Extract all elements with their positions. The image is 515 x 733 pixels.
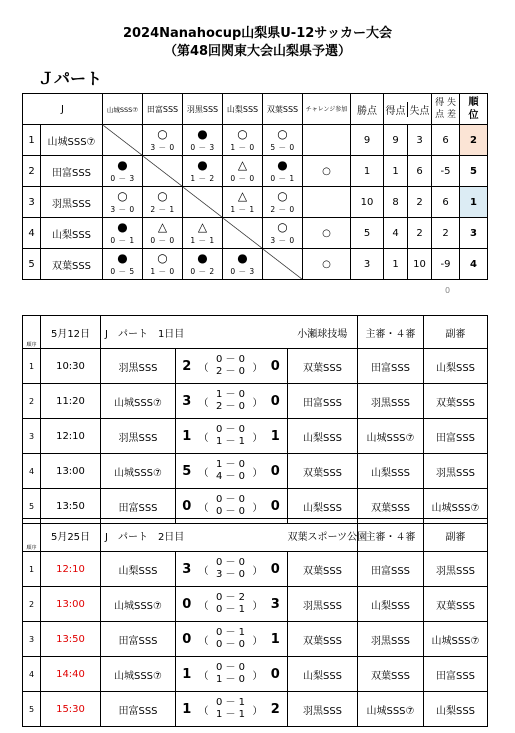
league-diagonal-cell	[263, 249, 303, 280]
match-order: 3	[23, 419, 41, 454]
second-half-score: 1 － 1	[215, 709, 246, 720]
order-header: 順序	[23, 519, 41, 552]
footnote: 0	[445, 286, 451, 295]
league-diagonal-cell	[103, 125, 143, 156]
league-result-score: 0 － 2	[190, 267, 215, 276]
match-order: 4	[23, 657, 41, 692]
open-paren: （	[198, 419, 210, 454]
league-result	[143, 187, 182, 217]
league-result	[183, 125, 222, 155]
league-result	[143, 249, 182, 279]
league-header-team: 山梨SSS	[223, 94, 263, 125]
match-row	[23, 622, 488, 657]
league-result-cell	[223, 249, 263, 280]
second-half-score: 2 － 0	[215, 401, 246, 412]
league-result-score: 2 － 1	[150, 205, 175, 214]
away-team: 山梨SSS	[288, 419, 358, 454]
league-row	[23, 218, 488, 249]
referee-team: 山梨SSS	[358, 454, 424, 489]
league-result-score: 0 － 5	[110, 267, 135, 276]
league-result	[103, 218, 142, 248]
league-challenge: ○	[303, 218, 351, 249]
home-score: 1	[176, 692, 198, 727]
league-table	[22, 93, 488, 280]
close-paren: ）	[252, 489, 264, 524]
day1-title: J パート 1日目	[101, 316, 288, 349]
league-result	[183, 218, 222, 248]
league-goal-diff: -5	[432, 156, 460, 187]
day1-ref-header: 主審・４審	[358, 316, 424, 349]
league-header-challenge: チャレンジ参加	[303, 94, 351, 125]
match-order: 4	[23, 454, 41, 489]
league-header-team: 田富SSS	[143, 94, 183, 125]
match-order: 5	[23, 692, 41, 727]
league-result	[223, 187, 262, 217]
league-row-no: 1	[23, 125, 41, 156]
day1-sub-header: 副審	[424, 316, 488, 349]
league-goal-diff: 2	[432, 218, 460, 249]
home-team: 田富SSS	[101, 622, 176, 657]
league-result-cell	[183, 125, 223, 156]
match-time: 11:20	[41, 384, 101, 419]
league-result-mark: ○	[157, 251, 168, 265]
second-half-score: 2 － 0	[215, 366, 246, 377]
day2-title: J パート 2日目	[101, 519, 288, 552]
league-result-cell	[263, 156, 303, 187]
close-paren: ）	[252, 349, 264, 384]
league-row-no: 2	[23, 156, 41, 187]
league-result-cell	[263, 218, 303, 249]
first-half-score: 0 － 1	[215, 697, 246, 708]
open-paren: （	[198, 587, 210, 622]
assistant-referee-team: 山城SSS⑦	[424, 489, 488, 524]
home-score: 3	[176, 552, 198, 587]
league-result	[223, 156, 262, 186]
league-result-mark: ○	[277, 127, 288, 141]
league-result-cell	[143, 218, 183, 249]
league-row	[23, 125, 488, 156]
away-score: 1	[264, 622, 288, 657]
match-row	[23, 657, 488, 692]
assistant-referee-team: 羽黒SSS	[424, 454, 488, 489]
league-result-mark: ●	[117, 220, 128, 234]
league-result	[103, 249, 142, 279]
match-time: 13:00	[41, 454, 101, 489]
referee-team: 羽黒SSS	[358, 622, 424, 657]
league-result-mark: ●	[197, 158, 208, 172]
match-time: 14:40	[41, 657, 101, 692]
league-row	[23, 156, 488, 187]
league-goals-for: 1	[384, 156, 408, 187]
half-scores	[210, 552, 252, 587]
close-paren: ）	[252, 552, 264, 587]
away-score: 2	[264, 692, 288, 727]
day2-ref-header: 主審・４審	[358, 519, 424, 552]
referee-team: 山梨SSS	[358, 587, 424, 622]
league-header-goal-diff: 得 失 点 差	[432, 94, 460, 125]
league-header-points: 勝点	[351, 94, 384, 125]
half-scores	[210, 454, 252, 489]
close-paren: ）	[252, 454, 264, 489]
league-diagonal-cell	[183, 187, 223, 218]
title-line-2: （第48回関東大会山梨県予選）	[163, 44, 352, 59]
league-result-mark: ○	[277, 189, 288, 203]
home-score: 2	[176, 349, 198, 384]
home-team: 羽黒SSS	[101, 349, 176, 384]
assistant-referee-team: 羽黒SSS	[424, 552, 488, 587]
league-result-cell	[223, 187, 263, 218]
open-paren: （	[198, 622, 210, 657]
close-paren: ）	[252, 622, 264, 657]
league-rank: 2	[460, 125, 488, 156]
league-result-mark: ○	[277, 220, 288, 234]
league-result	[263, 156, 302, 186]
league-result-mark: ●	[197, 251, 208, 265]
open-paren: （	[198, 692, 210, 727]
first-half-score: 0 － 0	[215, 494, 246, 505]
match-order: 5	[23, 489, 41, 524]
first-half-score: 0 － 0	[215, 354, 246, 365]
home-score: 3	[176, 384, 198, 419]
league-header-rank: 順 位	[460, 94, 488, 125]
league-result-cell	[223, 156, 263, 187]
league-challenge	[303, 125, 351, 156]
half-scores	[210, 349, 252, 384]
league-result	[263, 218, 302, 248]
league-goals-against: 6	[408, 156, 432, 187]
league-team-name: 田富SSS	[41, 156, 103, 187]
assistant-referee-team: 双葉SSS	[424, 384, 488, 419]
league-result	[103, 187, 142, 217]
league-result-score: 1 － 1	[190, 236, 215, 245]
first-half-score: 0 － 0	[215, 424, 246, 435]
away-team: 羽黒SSS	[288, 587, 358, 622]
league-result-mark: ○	[117, 189, 128, 203]
referee-team: 双葉SSS	[358, 657, 424, 692]
half-scores	[210, 622, 252, 657]
match-order: 1	[23, 552, 41, 587]
home-team: 山城SSS⑦	[101, 587, 176, 622]
league-goals-against: 2	[408, 218, 432, 249]
league-result-mark: ●	[117, 158, 128, 172]
match-order: 1	[23, 349, 41, 384]
home-team: 田富SSS	[101, 692, 176, 727]
league-challenge: ○	[303, 249, 351, 280]
away-team: 双葉SSS	[288, 622, 358, 657]
league-result-cell	[183, 218, 223, 249]
home-team: 山梨SSS	[101, 552, 176, 587]
away-team: 山梨SSS	[288, 657, 358, 692]
home-score: 0	[176, 489, 198, 524]
second-half-score: 1 － 1	[215, 436, 246, 447]
match-order: 2	[23, 384, 41, 419]
assistant-referee-team: 田富SSS	[424, 657, 488, 692]
match-row	[23, 587, 488, 622]
league-points: 3	[351, 249, 384, 280]
league-row-no: 4	[23, 218, 41, 249]
league-goals-against: 10	[408, 249, 432, 280]
first-half-score: 1 － 0	[215, 389, 246, 400]
league-rank: 3	[460, 218, 488, 249]
league-row-no: 5	[23, 249, 41, 280]
league-result-score: 0 － 1	[110, 236, 135, 245]
league-result	[223, 125, 262, 155]
league-result-mark: ●	[197, 127, 208, 141]
referee-team: 田富SSS	[358, 552, 424, 587]
league-header-team: 双葉SSS	[263, 94, 303, 125]
league-result-score: 1 － 1	[230, 205, 255, 214]
league-header-goals-for: 得点	[384, 102, 408, 117]
first-half-score: 0 － 0	[215, 662, 246, 673]
league-row	[23, 187, 488, 218]
day1-venue: 小瀬球技場	[288, 316, 358, 349]
match-time: 13:50	[41, 622, 101, 657]
close-paren: ）	[252, 384, 264, 419]
league-team-name: 羽黒SSS	[41, 187, 103, 218]
home-team: 田富SSS	[101, 489, 176, 524]
match-time: 15:30	[41, 692, 101, 727]
league-goal-diff: -9	[432, 249, 460, 280]
league-result-cell	[263, 125, 303, 156]
half-scores	[210, 692, 252, 727]
league-result-mark: ○	[157, 189, 168, 203]
league-result-cell	[183, 249, 223, 280]
league-result-score: 3 － 0	[270, 236, 295, 245]
home-team: 山城SSS⑦	[101, 454, 176, 489]
away-team: 羽黒SSS	[288, 692, 358, 727]
league-result-score: 2 － 0	[270, 205, 295, 214]
half-scores	[210, 657, 252, 692]
part-label: Ｊパート	[38, 69, 103, 88]
league-result-score: 3 － 0	[110, 205, 135, 214]
assistant-referee-team: 山梨SSS	[424, 349, 488, 384]
match-time: 13:00	[41, 587, 101, 622]
first-half-score: 0 － 1	[215, 627, 246, 638]
first-half-score: 0 － 2	[215, 592, 246, 603]
half-scores	[210, 587, 252, 622]
home-score: 1	[176, 657, 198, 692]
league-challenge	[303, 187, 351, 218]
away-team: 双葉SSS	[288, 552, 358, 587]
league-result-score: 3 － 0	[150, 143, 175, 152]
away-team: 山梨SSS	[288, 489, 358, 524]
away-score: 0	[264, 657, 288, 692]
away-score: 0	[264, 552, 288, 587]
referee-team: 山城SSS⑦	[358, 692, 424, 727]
league-team-name: 双葉SSS	[41, 249, 103, 280]
league-result-mark: ●	[237, 251, 248, 265]
open-paren: （	[198, 454, 210, 489]
close-paren: ）	[252, 587, 264, 622]
league-header-j: J	[23, 94, 103, 125]
away-team: 田富SSS	[288, 384, 358, 419]
league-result-mark: △	[237, 189, 248, 203]
referee-team: 田富SSS	[358, 349, 424, 384]
league-goals-against: 3	[408, 125, 432, 156]
league-result-cell	[183, 156, 223, 187]
open-paren: （	[198, 489, 210, 524]
away-score: 0	[264, 454, 288, 489]
league-result-score: 0 － 3	[110, 174, 135, 183]
league-result-score: 1 － 0	[230, 143, 255, 152]
league-header-team: 山城SSS⑦	[103, 94, 143, 125]
league-result-mark: ○	[237, 127, 248, 141]
away-score: 0	[264, 384, 288, 419]
league-result-score: 0 － 1	[270, 174, 295, 183]
league-team-name: 山梨SSS	[41, 218, 103, 249]
league-result-mark: △	[237, 158, 248, 172]
league-rank: 5	[460, 156, 488, 187]
open-paren: （	[198, 384, 210, 419]
league-points: 1	[351, 156, 384, 187]
league-result-cell	[103, 249, 143, 280]
league-result-score: 0 － 0	[150, 236, 175, 245]
league-header-team: 羽黒SSS	[183, 94, 223, 125]
league-diagonal-cell	[143, 156, 183, 187]
referee-team: 双葉SSS	[358, 489, 424, 524]
close-paren: ）	[252, 419, 264, 454]
home-score: 1	[176, 419, 198, 454]
away-score: 1	[264, 419, 288, 454]
league-result	[183, 249, 222, 279]
match-row	[23, 454, 488, 489]
league-result-mark: ○	[157, 127, 168, 141]
referee-team: 羽黒SSS	[358, 384, 424, 419]
assistant-referee-team: 双葉SSS	[424, 587, 488, 622]
league-result-cell	[143, 249, 183, 280]
league-result	[263, 125, 302, 155]
league-goals-for: 4	[384, 218, 408, 249]
league-result-cell	[143, 187, 183, 218]
match-time: 12:10	[41, 552, 101, 587]
home-score: 0	[176, 622, 198, 657]
second-half-score: 0 － 0	[215, 506, 246, 517]
home-team: 山城SSS⑦	[101, 657, 176, 692]
league-goals-for: 1	[384, 249, 408, 280]
day1-date: 5月12日	[41, 316, 101, 349]
league-result-score: 0 － 0	[230, 174, 255, 183]
league-header-goals-against: 失点	[409, 105, 430, 117]
second-half-score: 0 － 0	[215, 639, 246, 650]
day2-schedule-table	[22, 518, 488, 727]
close-paren: ）	[252, 692, 264, 727]
league-result-cell	[103, 187, 143, 218]
assistant-referee-team: 田富SSS	[424, 419, 488, 454]
away-team: 双葉SSS	[288, 349, 358, 384]
second-half-score: 0 － 1	[215, 604, 246, 615]
league-diagonal-cell	[223, 218, 263, 249]
league-result-mark: ●	[277, 158, 288, 172]
day2-sub-header: 副審	[424, 519, 488, 552]
home-score: 0	[176, 587, 198, 622]
league-result	[263, 187, 302, 217]
league-result-mark: △	[157, 220, 168, 234]
league-result	[183, 156, 222, 186]
open-paren: （	[198, 657, 210, 692]
league-goals-for: 9	[384, 125, 408, 156]
league-result	[103, 156, 142, 186]
league-result-mark: △	[197, 220, 208, 234]
open-paren: （	[198, 349, 210, 384]
order-header: 順序	[23, 316, 41, 349]
league-row	[23, 249, 488, 280]
match-time: 12:10	[41, 419, 101, 454]
assistant-referee-team: 山梨SSS	[424, 692, 488, 727]
day2-venue: 双葉スポーツ公園	[288, 519, 358, 552]
close-paren: ）	[252, 657, 264, 692]
league-result-score: 1 － 2	[190, 174, 215, 183]
league-result-cell	[103, 218, 143, 249]
day2-date: 5月25日	[41, 519, 101, 552]
league-goals-against: 2	[408, 187, 432, 218]
league-goal-diff: 6	[432, 125, 460, 156]
league-result-cell	[143, 125, 183, 156]
match-order: 2	[23, 587, 41, 622]
home-team: 羽黒SSS	[101, 419, 176, 454]
league-result-cell	[223, 125, 263, 156]
league-points: 9	[351, 125, 384, 156]
league-points: 10	[351, 187, 384, 218]
first-half-score: 0 － 0	[215, 557, 246, 568]
league-challenge: ○	[303, 156, 351, 187]
title-line-1: 2024Nanahocup山梨県U-12サッカー大会	[122, 26, 393, 41]
match-row	[23, 419, 488, 454]
away-score: 3	[264, 587, 288, 622]
league-points: 5	[351, 218, 384, 249]
league-result-score: 0 － 3	[230, 267, 255, 276]
match-order: 3	[23, 622, 41, 657]
league-row-no: 3	[23, 187, 41, 218]
league-result-score: 5 － 0	[270, 143, 295, 152]
open-paren: （	[198, 552, 210, 587]
league-result	[143, 218, 182, 248]
league-result-mark: ●	[117, 251, 128, 265]
second-half-score: 1 － 0	[215, 674, 246, 685]
second-half-score: 4 － 0	[215, 471, 246, 482]
match-row	[23, 384, 488, 419]
league-team-name: 山城SSS⑦	[41, 125, 103, 156]
home-score: 5	[176, 454, 198, 489]
away-team: 双葉SSS	[288, 454, 358, 489]
match-time: 13:50	[41, 489, 101, 524]
league-result	[143, 125, 182, 155]
league-result-score: 1 － 0	[150, 267, 175, 276]
league-goals-for: 8	[384, 187, 408, 218]
home-team: 山城SSS⑦	[101, 384, 176, 419]
first-half-score: 1 － 0	[215, 459, 246, 470]
match-time: 10:30	[41, 349, 101, 384]
half-scores	[210, 384, 252, 419]
day1-schedule-table	[22, 315, 488, 524]
match-row	[23, 349, 488, 384]
league-rank: 1	[460, 187, 488, 218]
referee-team: 山城SSS⑦	[358, 419, 424, 454]
second-half-score: 3 － 0	[215, 569, 246, 580]
assistant-referee-team: 山城SSS⑦	[424, 622, 488, 657]
league-result-score: 0 － 3	[190, 143, 215, 152]
league-result	[223, 249, 262, 279]
league-goal-diff: 6	[432, 187, 460, 218]
league-rank: 4	[460, 249, 488, 280]
away-score: 0	[264, 349, 288, 384]
league-result-cell	[263, 187, 303, 218]
league-result-cell	[103, 156, 143, 187]
half-scores	[210, 419, 252, 454]
away-score: 0	[264, 489, 288, 524]
match-row	[23, 552, 488, 587]
match-row	[23, 692, 488, 727]
